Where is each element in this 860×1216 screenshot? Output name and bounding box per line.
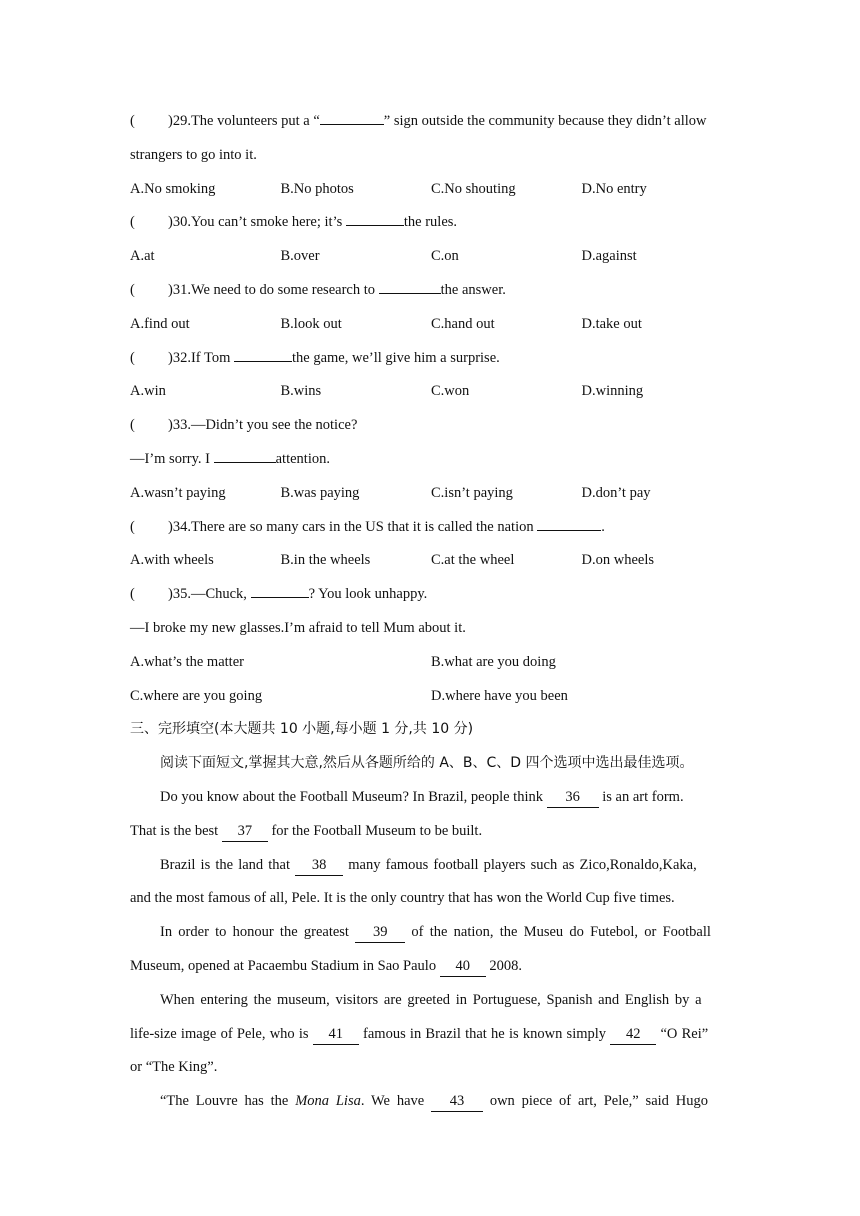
passage-p3-line1: In order to honour the greatest 39 of the nation, the Museu do Futebol, or Football xyxy=(130,916,732,950)
passage-p4-line3: or “The King”. xyxy=(130,1059,218,1076)
question-32-options xyxy=(130,375,732,409)
option-a[interactable]: A.No smoking xyxy=(130,180,216,197)
document-content xyxy=(130,105,732,1119)
question-31-options xyxy=(130,308,732,342)
cloze-blank-43[interactable]: 43 xyxy=(431,1093,483,1112)
question-30-options xyxy=(130,240,732,274)
passage-p1-line1: Do you know about the Football Museum? In Brazil, people think 36 is an art form. xyxy=(130,781,732,815)
answer-bracket[interactable]: ( xyxy=(130,417,135,434)
answer-bracket[interactable]: ( xyxy=(130,214,135,231)
passage-p4-line2: life-size image of Pele, who is 41 famous in Brazil that he is known simply 42 “O Rei” xyxy=(130,1018,732,1052)
option-c[interactable]: C.No shouting xyxy=(431,180,516,197)
option-b[interactable]: B.was paying xyxy=(280,484,360,501)
option-d[interactable]: D.don’t pay xyxy=(581,484,651,501)
passage-p5-line1: “The Louvre has the Mona Lisa. We have 43 own piece of art, Pele,” said Hugo xyxy=(130,1085,732,1119)
option-d[interactable]: D.against xyxy=(581,248,637,265)
question-31: ( )31.We need to do some research to the answer. xyxy=(130,274,732,308)
option-a[interactable]: A.at xyxy=(130,248,155,265)
option-a[interactable]: A.wasn’t paying xyxy=(130,484,226,501)
cloze-blank-36[interactable]: 36 xyxy=(547,789,599,808)
question-35-reply: —I broke my new glasses.I’m afraid to tell Mum about it. xyxy=(130,619,466,636)
question-33-reply: —I’m sorry. I attention. xyxy=(130,443,732,477)
answer-blank xyxy=(251,579,309,598)
option-a[interactable]: A.what’s the matter xyxy=(130,653,244,670)
question-29-options xyxy=(130,173,732,207)
cloze-blank-41[interactable]: 41 xyxy=(313,1026,359,1045)
passage-p2-line1: Brazil is the land that 38 many famous football players such as Zico,Ronaldo,Kaka, xyxy=(130,849,732,883)
section-title: 三、完形填空(本大题共 10 小题,每小题 1 分,共 10 分) xyxy=(130,721,474,738)
option-a[interactable]: A.with wheels xyxy=(130,552,214,569)
answer-bracket[interactable]: ( xyxy=(130,586,135,603)
answer-blank xyxy=(379,275,441,294)
option-c[interactable]: C.hand out xyxy=(431,315,495,332)
question-34-options xyxy=(130,544,732,578)
option-d[interactable]: D.on wheels xyxy=(581,552,654,569)
question-33-options xyxy=(130,477,732,511)
cloze-blank-38[interactable]: 38 xyxy=(295,857,343,876)
cloze-blank-40[interactable]: 40 xyxy=(440,958,486,977)
option-c[interactable]: C.isn’t paying xyxy=(431,484,513,501)
answer-bracket[interactable]: ( xyxy=(130,281,135,298)
option-c[interactable]: C.on xyxy=(431,248,459,265)
option-b[interactable]: B.look out xyxy=(280,315,342,332)
answer-blank xyxy=(234,343,292,362)
answer-blank xyxy=(537,512,601,531)
cloze-blank-39[interactable]: 39 xyxy=(355,924,405,943)
option-d[interactable]: D.take out xyxy=(581,315,642,332)
question-32: ( )32.If Tom the game, we’ll give him a surprise. xyxy=(130,342,732,376)
option-b[interactable]: B.in the wheels xyxy=(280,552,371,569)
answer-blank xyxy=(346,207,404,226)
passage-p3-line2: Museum, opened at Pacaembu Stadium in Sao Paulo 40 2008. xyxy=(130,950,732,984)
cloze-blank-37[interactable]: 37 xyxy=(222,823,268,842)
answer-blank xyxy=(214,444,276,463)
option-b[interactable]: B.No photos xyxy=(280,180,354,197)
answer-bracket[interactable]: ( xyxy=(130,349,135,366)
cloze-blank-42[interactable]: 42 xyxy=(610,1026,656,1045)
answer-bracket[interactable]: ( xyxy=(130,518,135,535)
option-c[interactable]: C.won xyxy=(431,383,470,400)
question-30: ( )30.You can’t smoke here; it’s the rules. xyxy=(130,206,732,240)
passage-p4-line1: When entering the museum, visitors are greeted in Portuguese, Spanish and English by a xyxy=(160,991,702,1008)
option-d[interactable]: D.No entry xyxy=(581,180,647,197)
option-b[interactable]: B.wins xyxy=(280,383,322,400)
answer-bracket[interactable]: ( xyxy=(130,113,135,129)
question-33: ( )33.—Didn’t you see the notice? xyxy=(130,409,732,443)
option-b[interactable]: B.what are you doing xyxy=(431,653,556,670)
question-35-options-row1 xyxy=(130,646,732,680)
section-instruction: 阅读下面短文,掌握其大意,然后从各题所给的 A、B、C、D 四个选项中选出最佳选项。 xyxy=(160,755,694,772)
question-29-continued: strangers to go into it. xyxy=(130,146,257,163)
option-a[interactable]: A.win xyxy=(130,383,166,400)
option-d[interactable]: D.where have you been xyxy=(431,687,568,704)
question-34: ( )34.There are so many cars in the US that it is called the nation . xyxy=(130,511,732,545)
option-d[interactable]: D.winning xyxy=(581,383,644,400)
option-c[interactable]: C.where are you going xyxy=(130,687,263,704)
question-35: ( )35.—Chuck, ? You look unhappy. xyxy=(130,578,732,612)
passage-p1-line2: That is the best 37 for the Football Museum to be built. xyxy=(130,815,732,849)
passage-p2-line2: and the most famous of all, Pele. It is the only country that has won the World Cup five times. xyxy=(130,890,675,907)
question-29: ( )29.The volunteers put a “ ” sign outside the community because they didn’t allow xyxy=(130,105,732,139)
option-a[interactable]: A.find out xyxy=(130,315,190,332)
answer-blank xyxy=(320,106,384,125)
option-b[interactable]: B.over xyxy=(280,248,320,265)
option-c[interactable]: C.at the wheel xyxy=(431,552,515,569)
question-35-options-row2 xyxy=(130,680,732,714)
